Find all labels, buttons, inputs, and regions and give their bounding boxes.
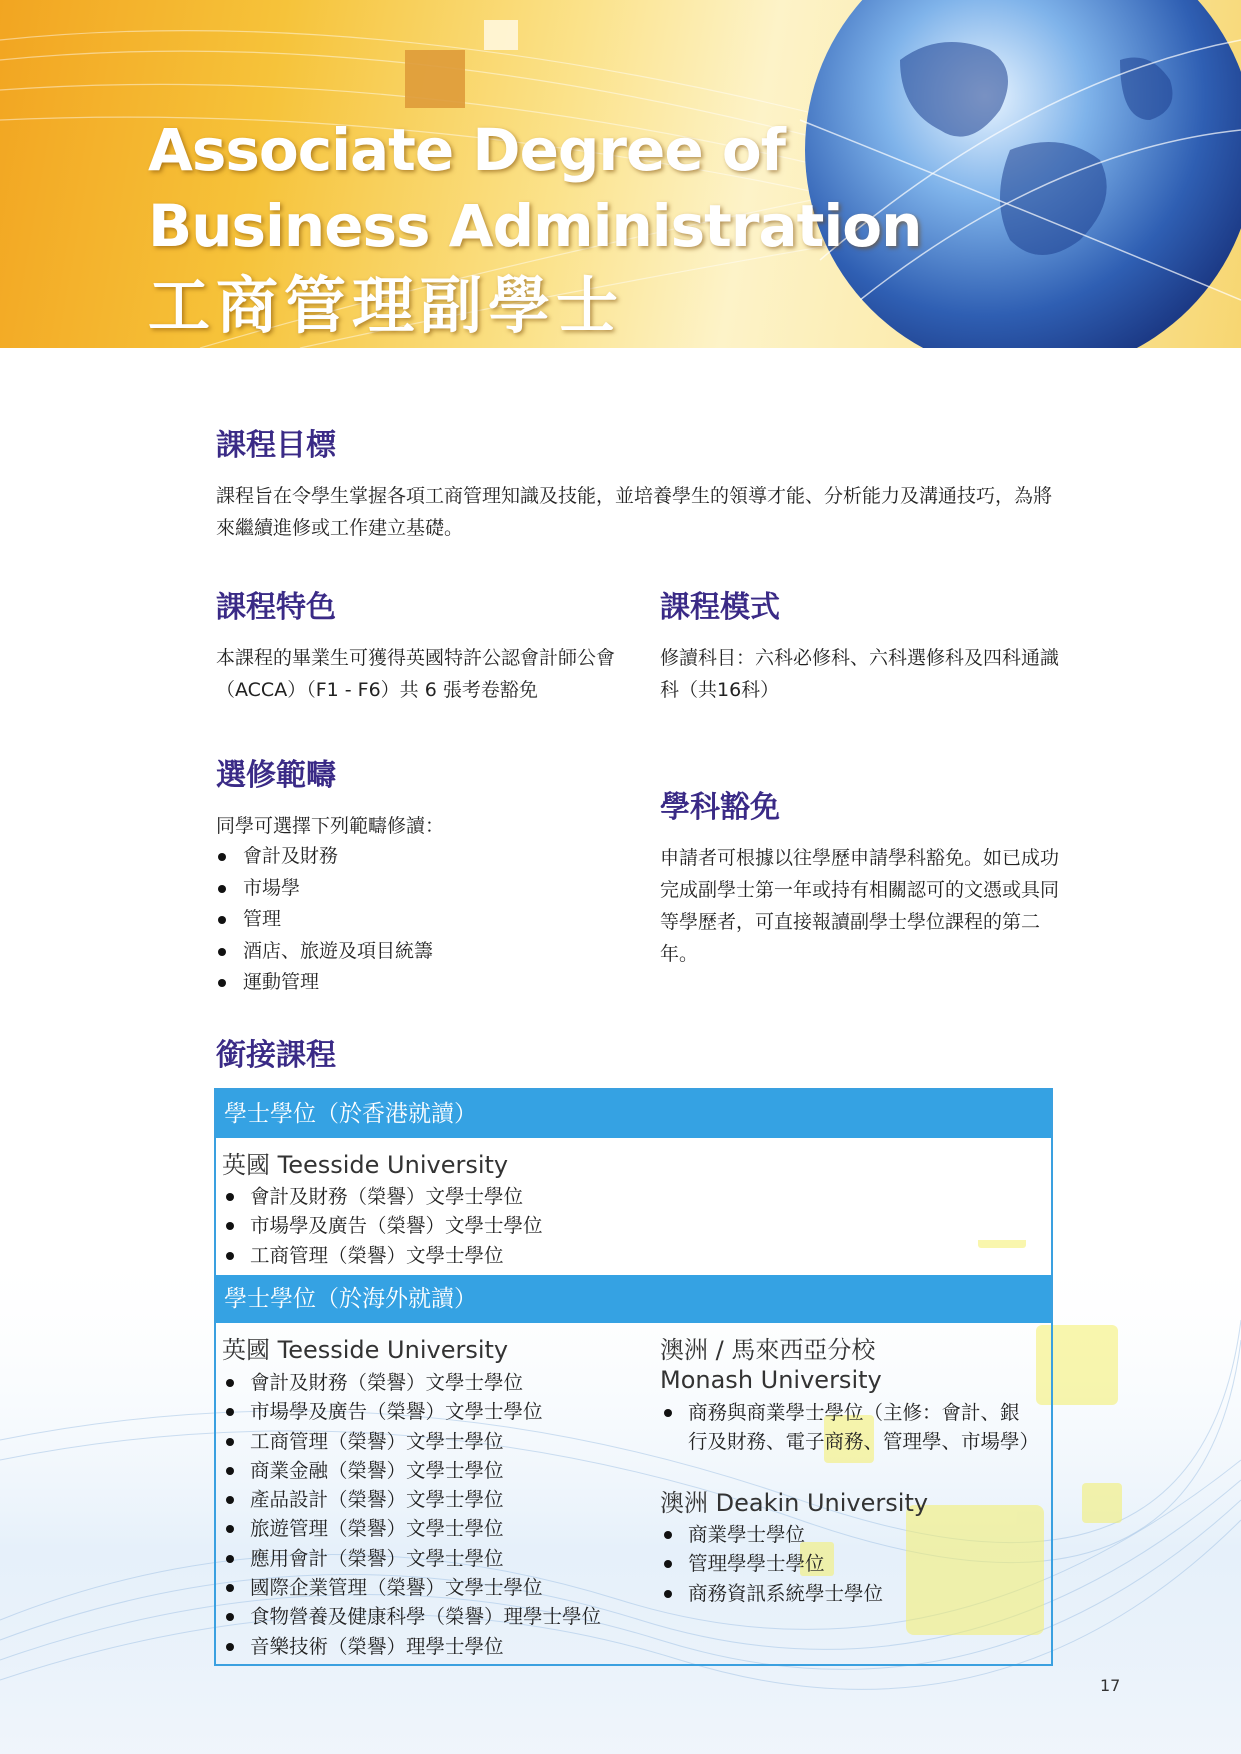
overseas-monash-university: Monash University [660,1366,882,1394]
features-heading: 課程特色 [216,590,336,625]
articulation-table [214,1088,1053,1666]
list-item: 酒店、旅遊及項目統籌 [216,936,616,968]
articulation-heading: 銜接課程 [216,1038,336,1073]
list-item: 商務資訊系統學士學位 [660,1579,1050,1608]
list-item: 工商管理（榮譽）文學士學位 [222,1427,642,1456]
title-english: Associate Degree of Business Administration [148,116,922,260]
electives-heading: 選修範疇 [216,758,336,793]
electives-intro: 同學可選擇下列範疇修讀： [216,815,445,837]
exemption-text: 申請者可根據以往學歷申請學科豁免。如已成功完成副學士第一年或持有相關認可的文憑或具同等學歷者，可直接報讀副學士學位課程的第二年。 [660,847,1060,965]
local-programme-list [222,1182,822,1270]
list-item: 工商管理（榮譽）文學士學位 [222,1241,822,1270]
list-item: 管理學學士學位 [660,1549,1050,1578]
title-chinese: 工商管理副學士 [148,269,625,342]
mode-heading: 課程模式 [660,590,780,625]
mode-text: 修讀科目：六科必修科、六科選修科及四科通識科（共16科） [660,647,1060,701]
list-item: 會計及財務（榮譽）文學士學位 [222,1182,822,1211]
header-banner [0,0,1241,348]
overseas-deakin-programme-list [660,1520,1050,1608]
electives-list [216,841,616,999]
list-item: 應用會計（榮譽）文學士學位 [222,1544,642,1573]
local-degree-header: 學士學位（於香港就讀） [216,1090,1051,1138]
list-item: 管理 [216,904,616,936]
features-text: 本課程的畢業生可獲得英國特許公認會計師公會（ACCA）（F1 - F6）共 6 張考卷豁免 [216,647,616,701]
objective-text: 課程旨在令學生掌握各項工商管理知識及技能，並培養學生的領導才能、分析能力及溝通技巧，為將來繼續進修或工作建立基礎。 [216,485,1053,539]
list-item: 市場學及廣告（榮譽）文學士學位 [222,1397,642,1426]
list-item: 市場學及廣告（榮譽）文學士學位 [222,1211,822,1240]
list-item: 產品設計（榮譽）文學士學位 [222,1485,642,1514]
list-item: 音樂技術（榮譽）理學士學位 [222,1632,642,1661]
list-item: 運動管理 [216,967,616,999]
local-university: 英國 Teesside University [222,1151,509,1179]
overseas-monash-programme-list [660,1398,1050,1457]
overseas-monash-region: 澳洲 / 馬來西亞分校 [660,1336,876,1364]
objective-heading: 課程目標 [216,428,336,463]
list-item: 食物營養及健康科學（榮譽）理學士學位 [222,1602,642,1631]
monash-programme-line2: 行及財務、電子商務、管理學、市場學） [688,1430,1040,1454]
list-item: 商業學士學位 [660,1520,1050,1549]
page-number: 17 [1100,1676,1121,1695]
overseas-teesside-university: 英國 Teesside University [222,1336,509,1364]
monash-programme-line1: 商務與商業學士學位（主修：會計、銀 [688,1401,1020,1424]
list-item: 商業金融（榮譽）文學士學位 [222,1456,642,1485]
overseas-deakin-university: 澳洲 Deakin University [660,1489,929,1517]
list-item: 國際企業管理（榮譽）文學士學位 [222,1573,642,1602]
list-item [660,1398,1050,1457]
overseas-teesside-programme-list [222,1368,642,1661]
list-item: 市場學 [216,873,616,905]
list-item: 會計及財務（榮譽）文學士學位 [222,1368,642,1397]
exemption-heading: 學科豁免 [660,790,780,825]
list-item: 會計及財務 [216,841,616,873]
overseas-degree-header: 學士學位（於海外就讀） [216,1275,1051,1323]
list-item: 旅遊管理（榮譽）文學士學位 [222,1514,642,1543]
